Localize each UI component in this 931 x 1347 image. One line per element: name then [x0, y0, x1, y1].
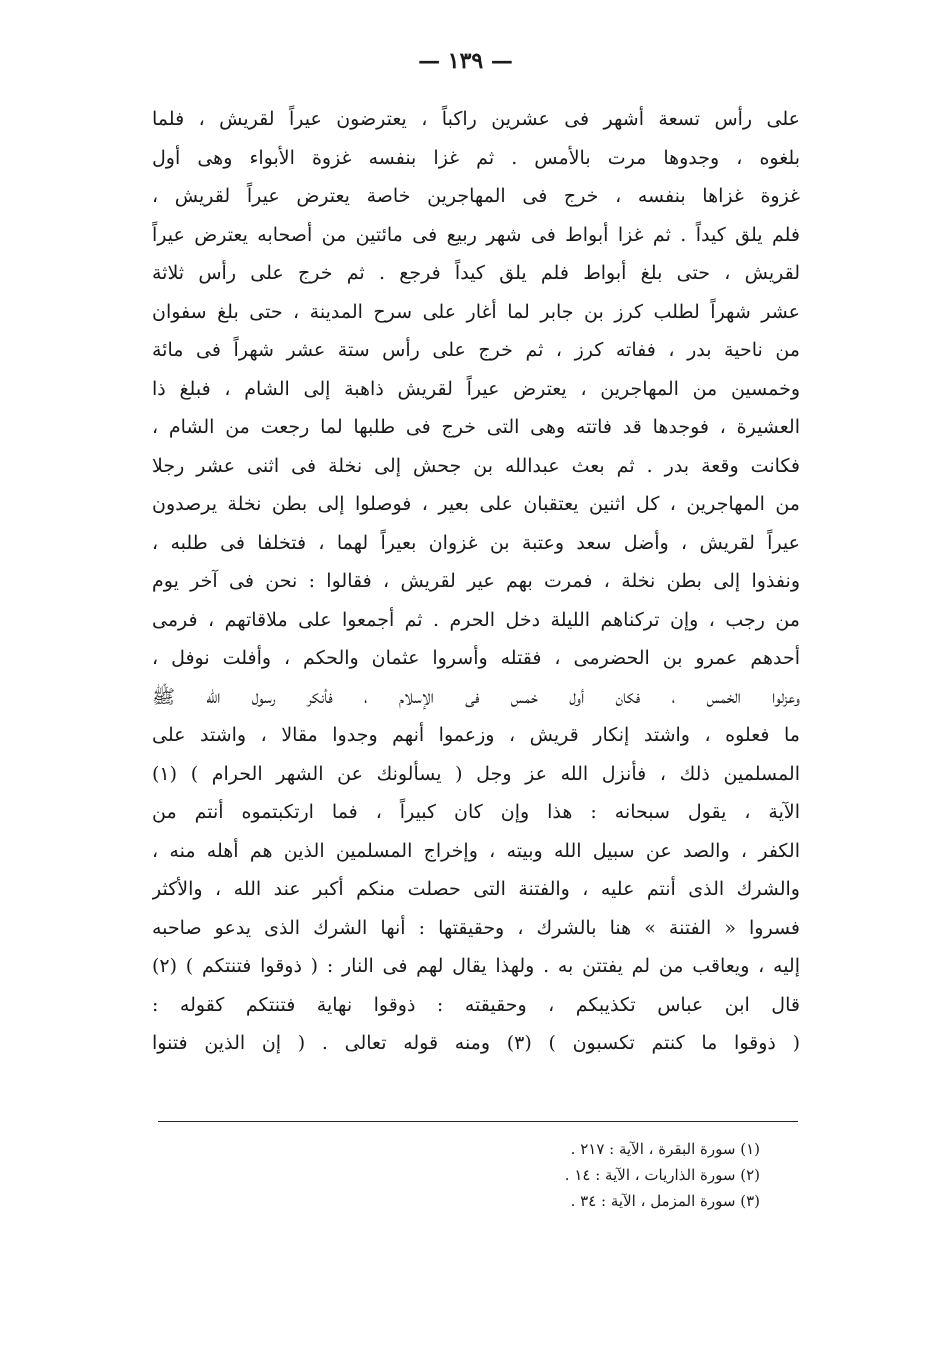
- footnote: (٢) سورة الذاريات ، الآية : ١٤ .: [564, 1166, 760, 1184]
- text-line: أحدهم عمرو بن الحضرمى ، فقتله وأسروا عثمان والحكم ، وأفلت نوفل ،: [152, 647, 800, 669]
- text-line: العشيرة ، فوجدها قد فاتته وهى التى خرج فى طلبها لما رجعت من الشام ،: [152, 416, 800, 438]
- text-line: وعزلوا الخمس ، فكان أول خمس فى الإسلام ، فأنكر رسول الله ﷺ: [152, 685, 800, 708]
- footnote: (١) سورة البقرة ، الآية : ٢١٧ .: [570, 1140, 760, 1158]
- text-line: من رجب ، وإن تركناهم الليلة دخل الحرم . ثم أجمعوا على ملاقاتهم ، فرمى: [152, 608, 800, 631]
- text-line: ( ذوقوا ما كنتم تكسبون ) (٣) ومنه قوله تعالى . ( إن الذين فتنوا: [152, 1032, 800, 1054]
- text-line: إليه ، ويعاقب من لم يفتتن به . ولهذا يقال لهم فى النار : ( ذوقوا فتنتكم ) (٢): [152, 955, 800, 977]
- text-line: وخمسين من المهاجرين ، يعترض عيراً لقريش ذاهبة إلى الشام ، فبلغ ذا: [152, 377, 800, 400]
- text-line: ما فعلوه ، واشتد إنكار قريش ، وزعموا أنهم وجدوا مقالا ، واشتد على: [152, 724, 800, 746]
- text-line: الآية ، يقول سبحانه : هذا وإن كان كبيراً ، فما ارتكبتموه أنتم من: [152, 801, 800, 823]
- page-number: — ١٣٩ —: [418, 48, 513, 74]
- text-line: فلم يلق كيداً . ثم غزا أبواط فى شهر ربيع فى مائتين من أصحابه يعترض عيراً: [152, 223, 800, 246]
- text-line: لقريش ، حتى بلغ أبواط فلم يلق كيداً فرجع . ثم خرج على رأس ثلاثة: [152, 262, 800, 284]
- text-line: فسروا « الفتنة » هنا بالشرك ، وحقيقتها : أنها الشرك الذى يدعو صاحبه: [152, 916, 800, 939]
- text-line: فكانت وقعة بدر . ثم بعث عبدالله بن جحش إلى نخلة فى اثنى عشر رجلا: [152, 454, 800, 477]
- footnotes: [420, 1136, 760, 1214]
- text-line: عشر شهراً لطلب كرز بن جابر لما أغار على سرح المدينة ، حتى بلغ سفوان: [152, 300, 800, 323]
- text-line: عيراً لقريش ، وأضل سعد وعتبة بن غزوان بعيراً لهما ، فتخلفا فى طلبه ،: [152, 531, 800, 554]
- text-line: الكفر ، والصد عن سبيل الله وبيته ، وإخراج المسلمين الذين هم أهله منه ،: [152, 839, 800, 862]
- text-line: ونفذوا إلى بطن نخلة ، فمرت بهم عير لقريش ، فقالوا : نحن فى آخر يوم: [152, 570, 800, 592]
- text-line: والشرك الذى أنتم عليه ، والفتنة التى حصلت منكم أكبر عند الله ، والأكثر: [152, 878, 800, 900]
- text-line: غزوة غزاها بنفسه ، خرج فى المهاجرين خاصة يعترض عيراً لقريش ،: [152, 185, 800, 207]
- text-line: قال ابن عباس تكذيبكم ، وحقيقته : ذوقوا نهاية فتنتكم كقوله :: [152, 993, 800, 1016]
- body-text: [152, 100, 800, 1063]
- text-line: المسلمين ذلك ، فأنزل الله عز وجل ( يسألونك عن الشهر الحرام ) (١): [152, 762, 800, 785]
- text-line: على رأس تسعة أشهر فى عشرين راكباً ، يعترضون عيراً لقريش ، فلما: [152, 108, 800, 130]
- footnote: (٣) سورة المزمل ، الآية : ٣٤ .: [570, 1192, 760, 1210]
- text-line: من المهاجرين ، كل اثنين يعتقبان على بعير ، فوصلوا إلى بطن نخلة يرصدون: [152, 493, 800, 515]
- footnote-divider: [158, 1121, 798, 1122]
- text-line: من ناحية بدر ، ففاته كرز ، ثم خرج على رأس ستة عشر شهراً فى مائة: [152, 339, 800, 361]
- text-line: بلغوه ، وجدوها مرت بالأمس . ثم غزا بنفسه غزوة الأبواء وهى أول: [152, 146, 800, 169]
